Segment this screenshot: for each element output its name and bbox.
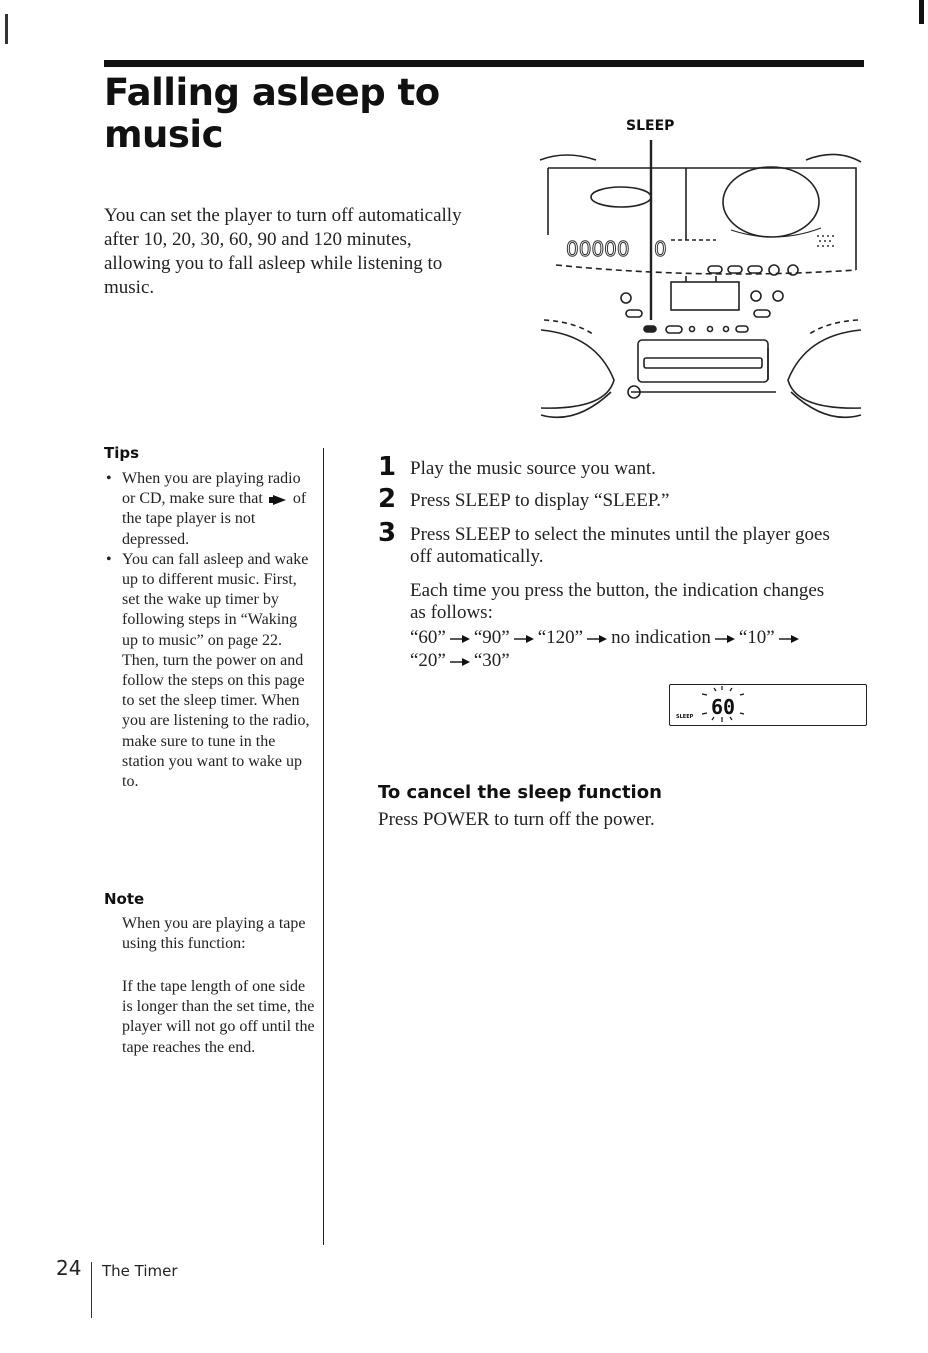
list-item	[104, 550, 314, 792]
title-line: music	[104, 113, 224, 156]
top-rule	[104, 60, 864, 67]
arrow-right-icon	[449, 634, 471, 644]
arrow-right-icon	[714, 634, 736, 644]
tips-heading: Tips	[104, 444, 140, 462]
list-item	[104, 469, 314, 550]
arrow-right-icon	[449, 657, 471, 667]
sleep-display-panel	[669, 684, 867, 726]
step-number: 2	[378, 484, 397, 514]
sequence-value: “120”	[537, 627, 584, 648]
tips-list	[104, 469, 314, 792]
sequence-value: “20”	[410, 650, 446, 671]
step-text: Play the music source you want.	[410, 458, 656, 479]
footer-section: The Timer	[102, 1262, 178, 1280]
svg-text:0: 0	[654, 237, 667, 261]
indication-sequence	[410, 626, 870, 672]
boombox-illustration	[536, 130, 866, 430]
tip-text: of the tape player is not depressed.	[122, 490, 307, 548]
arrow-right-icon	[513, 634, 535, 644]
sleep-callout-label: SLEEP	[626, 118, 675, 134]
arrow-right-icon	[586, 634, 608, 644]
note-paragraph: When you are playing a tape using this function:	[122, 915, 306, 953]
note-heading: Note	[104, 890, 145, 908]
sleep-display-graphic	[670, 685, 866, 725]
page-title	[104, 72, 524, 156]
cancel-heading: To cancel the sleep function	[378, 782, 662, 803]
step-text: Press SLEEP to select the minutes until the player goes off automatically.	[410, 524, 830, 567]
sequence-value: “10”	[738, 627, 775, 648]
sequence-value: “60”	[410, 627, 446, 648]
title-line: Falling asleep to	[104, 71, 440, 114]
arrow-right-icon	[778, 634, 800, 644]
tip-text: You can fall asleep and wake up to different music. First, set the wake up timer by following steps in “Waking up to music” on page 22. Then, turn the power on and follow the steps on this page to set the sleep timer. When you are listening to the radio, make sure to tune in the station you want to wake up to.	[122, 550, 310, 791]
tip-text: When you are playing radio or CD, make sure that	[122, 470, 301, 508]
display-label: SLEEP	[676, 714, 694, 720]
cancel-text: Press POWER to turn off the power.	[378, 809, 655, 830]
step-detail: Each time you press the button, the indication changes as follows:	[410, 580, 825, 623]
step-number: 3	[378, 518, 397, 548]
sequence-value: “90”	[473, 627, 510, 648]
page-number: 24	[56, 1256, 82, 1280]
step-text: Press SLEEP to display “SLEEP.”	[410, 490, 670, 511]
play-button-icon	[269, 495, 287, 505]
sequence-value: no indication	[611, 627, 711, 648]
svg-text:00000: 00000	[566, 237, 630, 261]
column-divider	[323, 448, 324, 1245]
edge-mark	[919, 0, 924, 24]
intro-paragraph: You can set the player to turn off automatically after 10, 20, 30, 60, 90 and 120 minutes, allowing you to fall asleep while listening to music.	[104, 205, 462, 298]
footer-divider	[91, 1262, 92, 1318]
sequence-value: “30”	[473, 650, 510, 671]
step-number: 1	[378, 452, 397, 482]
edge-mark	[5, 14, 8, 44]
display-value: 60	[710, 695, 736, 719]
note-paragraph: If the tape length of one side is longer than the set time, the player will not go off until the tape reaches the end.	[122, 978, 315, 1056]
